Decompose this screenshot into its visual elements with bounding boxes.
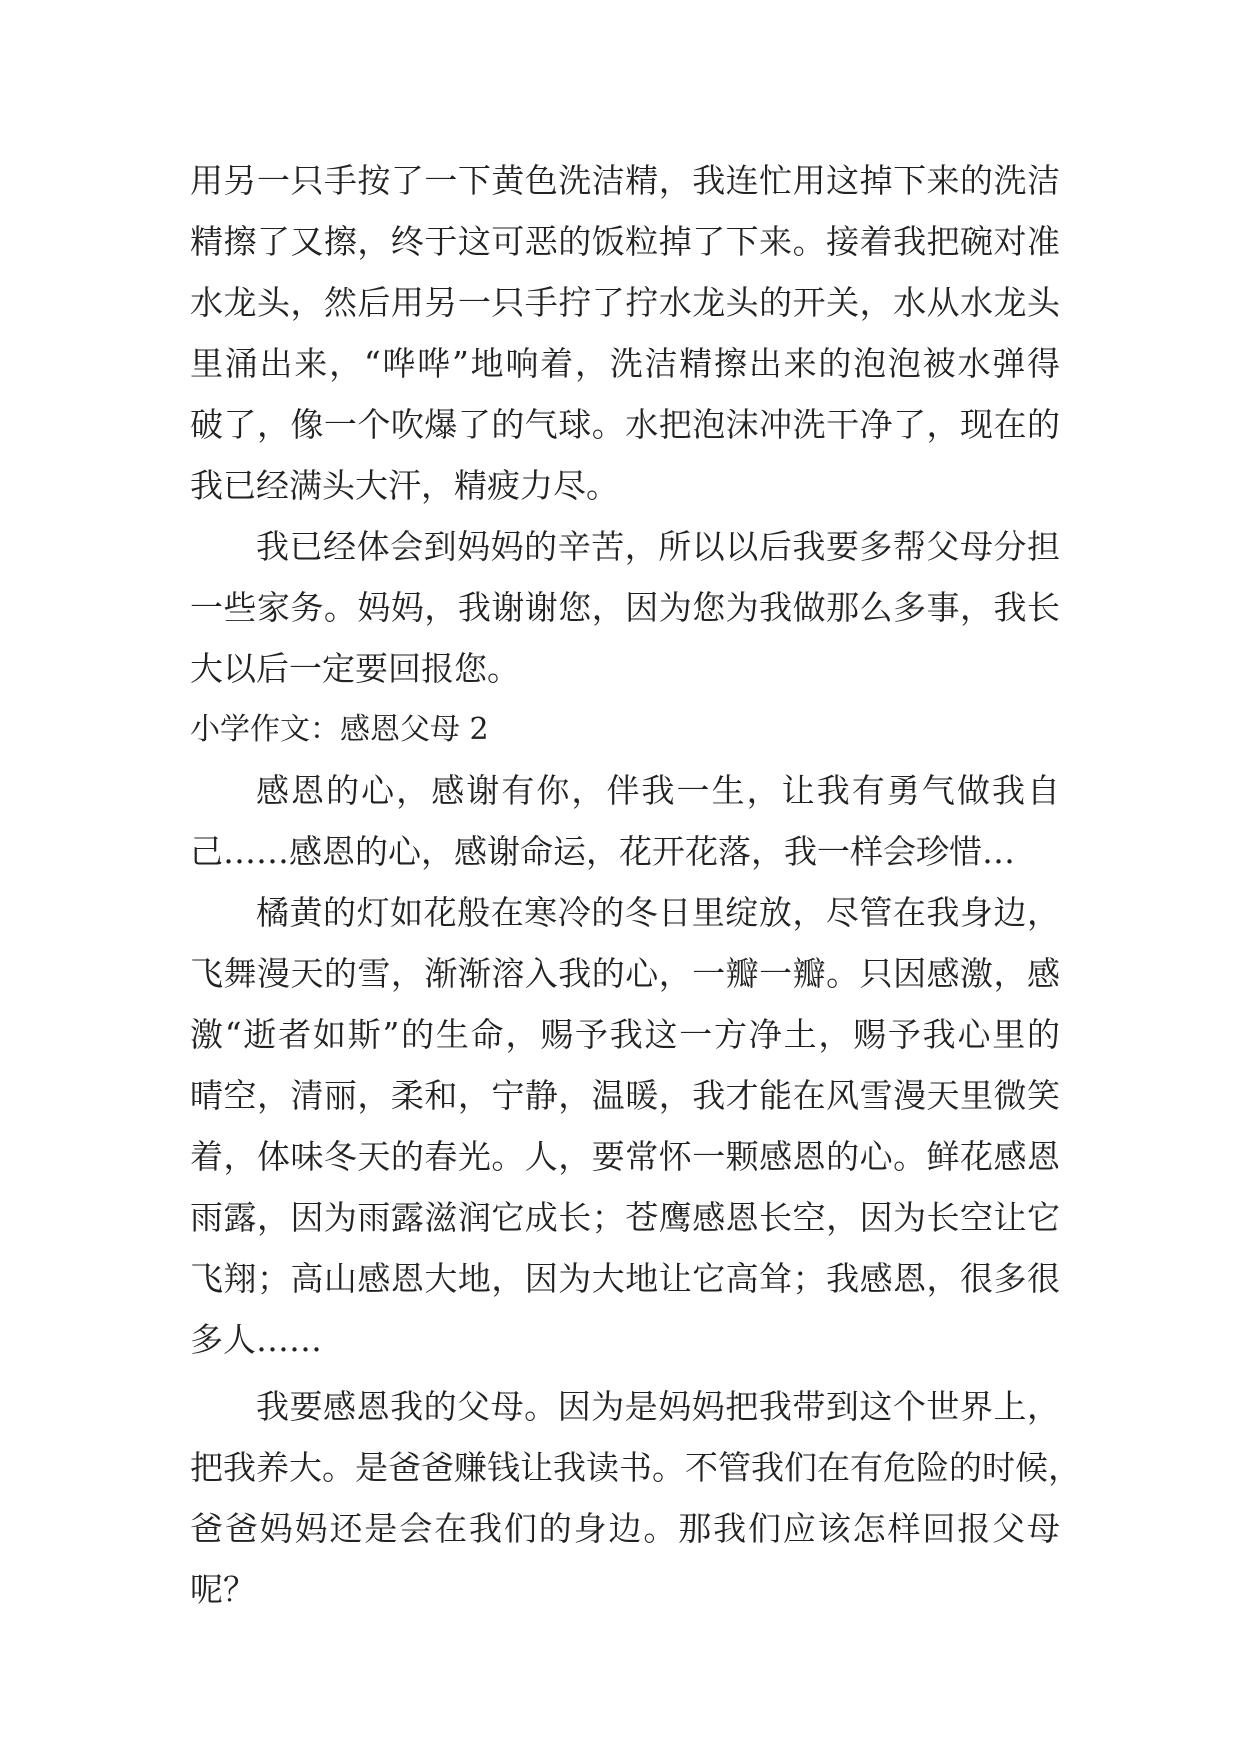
text-line: 激“逝者如斯”的生命，赐予我这一方净土，赐予我心里的 — [190, 1015, 1060, 1054]
paragraph-parents — [190, 1376, 1081, 1620]
essay-heading: 小学作文：感恩父母 2 — [190, 712, 489, 747]
text-line: 把我养大。是爸爸赚钱让我读书。不管我们在有危险的时候， — [190, 1448, 1081, 1487]
text-line: 我要感恩我的父母。因为是妈妈把我带到这个世界上， — [256, 1387, 1060, 1426]
text-line: 我已经满头大汗，精疲力尽。 — [190, 466, 619, 505]
text-line: 爸爸妈妈还是会在我们的身边。那我们应该怎样回报父母 — [190, 1509, 1060, 1548]
paragraph-winter — [190, 882, 1060, 1370]
document-body — [190, 150, 1081, 1620]
text-line: 感恩的心，感谢有你，伴我一生，让我有勇气做我自 — [256, 771, 1060, 810]
text-line: 雨露，因为雨露滋润它成长；苍鹰感恩长空，因为长空让它 — [190, 1198, 1060, 1237]
text-line: 己……感恩的心，感谢命运，花开花落，我一样会珍惜… — [190, 832, 1015, 871]
text-line: 精擦了又擦，终于这可恶的饭粒掉了下来。接着我把碗对准 — [190, 222, 1060, 261]
text-line: 用另一只手按了一下黄色洗洁精，我连忙用这掉下来的洗洁 — [190, 161, 1060, 200]
text-line: 着，体味冬天的春光。人，要常怀一颗感恩的心。鲜花感恩 — [190, 1137, 1060, 1176]
text-line: 破了，像一个吹爆了的气球。水把泡沫冲洗干净了，现在的 — [190, 405, 1060, 444]
text-line: 大以后一定要回报您。 — [190, 649, 520, 688]
paragraph-conclusion — [190, 516, 1060, 699]
paragraph-song-lyrics — [190, 760, 1060, 882]
text-line: 水龙头，然后用另一只手拧了拧水龙头的开关，水从水龙头 — [190, 283, 1060, 322]
text-line: 呢？ — [190, 1570, 256, 1609]
text-line: 橘黄的灯如花般在寒冷的冬日里绽放，尽管在我身边， — [256, 893, 1060, 932]
paragraph-dishwashing — [190, 150, 1060, 516]
text-line: 里涌出来，“哗哗”地响着，洗洁精擦出来的泡泡被水弹得 — [190, 344, 1060, 383]
text-line: 飞翔；高山感恩大地，因为大地让它高耸；我感恩，很多很 — [190, 1259, 1060, 1298]
text-line: 飞舞漫天的雪，渐渐溶入我的心，一瓣一瓣。只因感激，感 — [190, 954, 1060, 993]
text-line: 多人…… — [190, 1320, 322, 1359]
text-line: 一些家务。妈妈，我谢谢您，因为您为我做那么多事，我长 — [190, 588, 1060, 627]
text-line: 晴空，清丽，柔和，宁静，温暖，我才能在风雪漫天里微笑 — [190, 1076, 1060, 1115]
text-line: 我已经体会到妈妈的辛苦，所以以后我要多帮父母分担 — [256, 527, 1060, 566]
